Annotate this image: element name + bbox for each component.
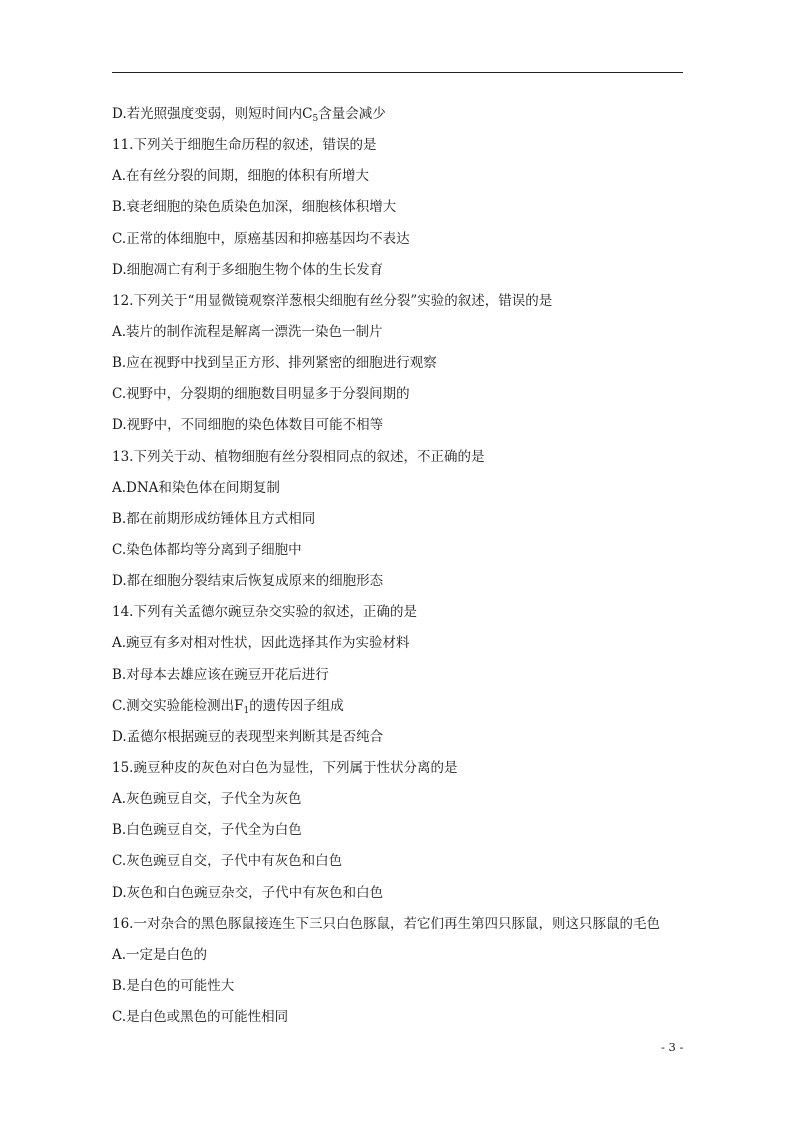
- text-line: B.白色豌豆自交，子代全为白色: [112, 822, 302, 839]
- header-rule: [112, 72, 683, 73]
- text-line: B.对母本去雄应该在豌豆开花后进行: [112, 666, 329, 683]
- text-line: B.是白色的可能性大: [112, 977, 235, 994]
- text-segment: C.测交实验能检测出F: [112, 697, 244, 714]
- text-line: A.豌豆有多对相对性状，因此选择其作为实验材料: [112, 635, 410, 652]
- text-line: A.在有丝分裂的间期，细胞的体积有所增大: [112, 168, 370, 185]
- text-line: B.应在视野中找到呈正方形、排列紧密的细胞进行观察: [112, 355, 437, 372]
- text-line: C.是白色或黑色的可能性相同: [112, 1009, 289, 1026]
- text-line: C.灰色豌豆自交，子代中有灰色和白色: [112, 853, 343, 870]
- text-segment: 的遗传因子组成: [249, 697, 344, 714]
- text-line: C.正常的体细胞中，原癌基因和抑癌基因均不表达: [112, 230, 410, 247]
- text-line: A.一定是白色的: [112, 946, 208, 963]
- text-line: C.染色体都均等分离到子细胞中: [112, 541, 302, 558]
- text-segment: D.若光照强度变弱，则短时间内C: [112, 106, 313, 122]
- question-text-body: [112, 99, 692, 1033]
- subscript: 5: [312, 114, 319, 124]
- text-line: B.都在前期形成纺锤体且方式相同: [112, 510, 316, 527]
- text-line: D.都在细胞分裂结束后恢复成原来的细胞形态: [112, 573, 384, 590]
- subscript: 1: [243, 705, 250, 716]
- text-line: 13.下列关于动、植物细胞有丝分裂相同点的叙述，不正确的是: [112, 448, 485, 465]
- text-line: D.孟德尔根据豌豆的表现型来判断其是否纯合: [112, 728, 384, 745]
- text-line: 12.下列关于“用显微镜观察洋葱根尖细胞有丝分裂”实验的叙述，错误的是: [112, 292, 553, 309]
- text-line: A.灰色豌豆自交，子代全为灰色: [112, 791, 302, 808]
- page-number: - 3 -: [661, 1040, 684, 1054]
- text-line: A.DNA和染色体在间期复制: [112, 479, 280, 496]
- text-line: 15.豌豆种皮的灰色对白色为显性，下列属于性状分离的是: [112, 759, 458, 776]
- text-line: D.细胞凋亡有利于多细胞生物个体的生长发育: [112, 261, 384, 278]
- text-line: B.衰老细胞的染色质染色加深，细胞核体积增大: [112, 199, 397, 216]
- text-line: [112, 691, 692, 722]
- text-line: D.灰色和白色豌豆杂交，子代中有灰色和白色: [112, 884, 384, 901]
- text-line: 11.下列关于细胞生命历程的叙述，错误的是: [112, 137, 377, 154]
- text-line: D.视野中，不同细胞的染色体数目可能不相等: [112, 417, 384, 434]
- text-line: A.装片的制作流程是解离一漂洗一染色一制片: [112, 323, 383, 340]
- text-line: 16.一对杂合的黑色豚鼠接连生下三只白色豚鼠，若它们再生第四只豚鼠，则这只豚鼠的毛色: [112, 915, 660, 932]
- text-segment: 含量会减少: [318, 106, 386, 122]
- text-line: [112, 99, 692, 130]
- text-line: 14.下列有关孟德尔豌豆杂交实验的叙述，正确的是: [112, 604, 417, 621]
- text-line: C.视野中，分裂期的细胞数目明显多于分裂间期的: [112, 386, 410, 403]
